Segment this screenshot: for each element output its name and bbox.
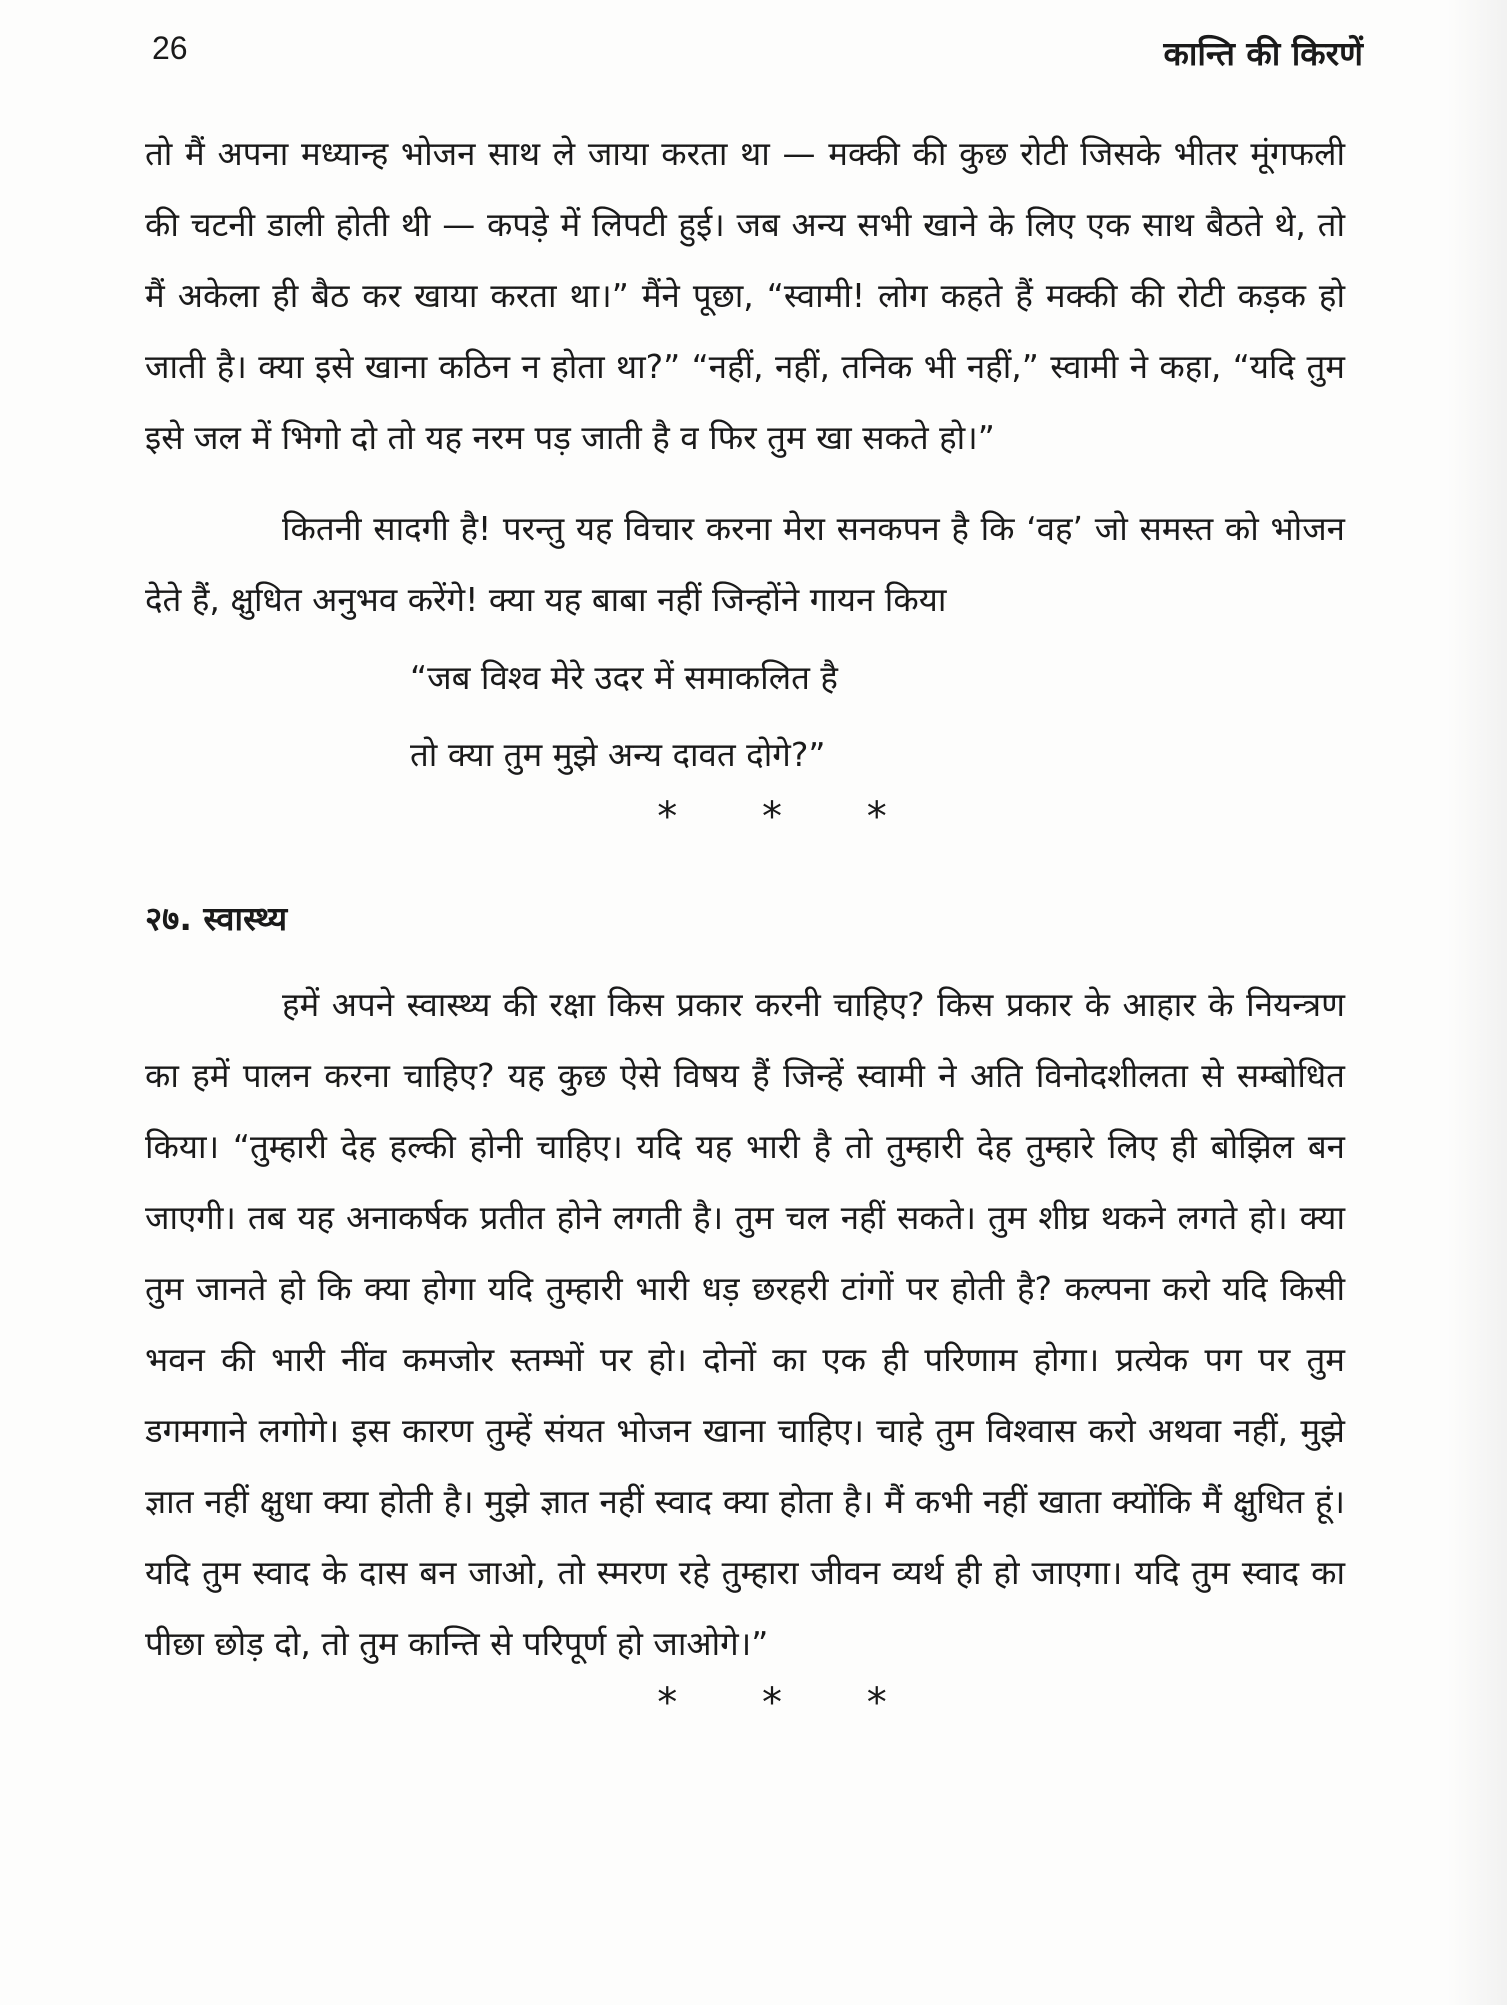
section-separator-1: * * * [657, 794, 923, 840]
paragraph-3: हमें अपने स्वास्थ्य की रक्षा किस प्रकार करनी चाहिए? किस प्रकार के आहार के नियन्त्रण का हमें पालन करना चाहिए? यह कुछ ऐसे विषय हैं जिन्हें स्वामी ने अति विनोदशीलता से सम्बोधित किया। “तुम्हारी देह हल्की होनी चाहिए। यदि यह भारी है तो तुम्हारी देह तुम्हारे लिए ही बोझिल बन जाएगी। तब यह अनाकर्षक प्रतीत होने लगती है। तुम चल नहीं सकते। तुम शीघ्र थकने लगते हो। क्या तुम जानते हो कि क्या होगा यदि तुम्हारी भारी धड़ छरहरी टांगों पर होती है? कल्पना करो यदि किसी भवन की भारी नींव कमजोर स्तम्भों पर हो। दोनों का एक ही परिणाम होगा। प्रत्येक पग पर तुम डगमगाने लगोगे। इस कारण तुम्हें संयत भोजन खाना चाहिए। चाहे तुम विश्वास करो अथवा नहीं, मुझे ज्ञात नहीं क्षुधा क्या होती है। मुझे ज्ञात नहीं स्वाद क्या होता है। मैं कभी नहीं खाता क्योंकि मैं क्षुधित हूं। यदि तुम स्वाद के दास बन जाओ, तो स्मरण रहे तुम्हारा जीवन व्यर्थ ही हो जाएगा। यदि तुम स्वाद का पीछा छोड़ दो, तो तुम कान्ति से परिपूर्ण हो जाओगे।” [145, 985, 1345, 1663]
section-separator-2: * * * [657, 1680, 923, 1726]
page-number: 26 [152, 30, 188, 66]
verse-line-1: “जब विश्व मेरे उदर में समाकलित है [410, 658, 838, 697]
page-edge-shadow [1447, 0, 1507, 2005]
verse-line-2: तो क्या तुम मुझे अन्य दावत दोगे?” [410, 735, 826, 774]
section-heading: २७. स्वास्थ्य [145, 899, 288, 938]
paragraph-1: तो मैं अपना मध्यान्ह भोजन साथ ले जाया करता था — मक्की की कुछ रोटी जिसके भीतर मूंगफली की चटनी डाली होती थी — कपड़े में लिपटी हुई। जब अन्य सभी खाने के लिए एक साथ बैठते थे, तो मैं अकेला ही बैठ कर खाया करता था।” मैंने पूछा, “स्वामी! लोग कहते हैं मक्की की रोटी कड़क हो जाती है। क्या इसे खाना कठिन न होता था?” “नहीं, नहीं, तनिक भी नहीं,” स्वामी ने कहा, “यदि तुम इसे जल में भिगो दो तो यह नरम पड़ जाती है व फिर तुम खा सकते हो।” [145, 134, 1345, 457]
paragraph-2: कितनी सादगी है! परन्तु यह विचार करना मेरा सनकपन है कि ‘वह’ जो समस्त को भोजन देते हैं, क्षुधित अनुभव करेंगे! क्या यह बाबा नहीं जिन्होंने गायन किया [145, 509, 1345, 619]
page-body [145, 118, 1345, 1727]
running-title: कान्ति की किरणें [1163, 34, 1363, 73]
verse-block [145, 639, 1345, 793]
